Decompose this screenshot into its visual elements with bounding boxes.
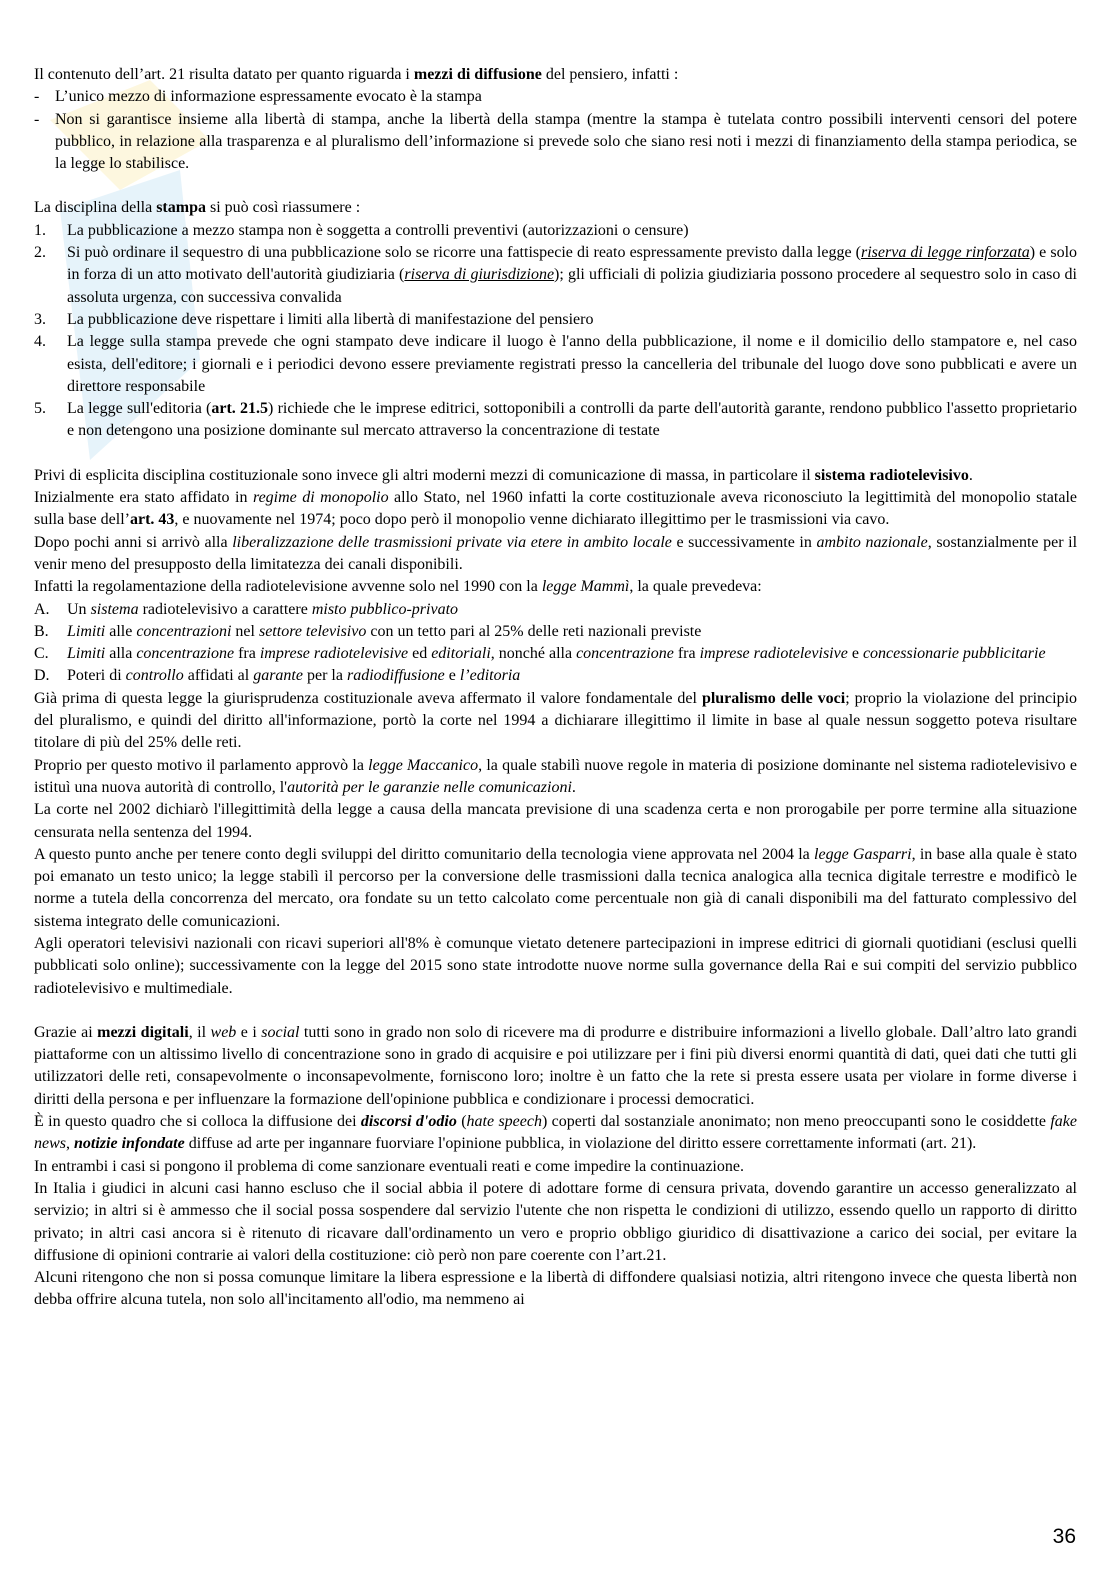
text-run: In Italia i giudici in alcuni casi hanno escluso che il social abbia il potere di adottare forme di censura privata, dovendo garantire un accesso generalizzato al servizio; in altri si è ammesso che il social possa sospendere dal servizio l'utente che non rispetta le condizioni di utilizzo, essendo quello un rapporto di diritto privato; in altri casi ancora si è ritenuto di ricavare dall'ordinamento un vero e proprio obbligo giuridico di disattivazione a carico dei social, per evitare la diffusione di opinioni contrarie ai valori della costituzione: ciò però non pare coerente con l’art.21. (34, 1179, 1077, 1264)
text-run: Non si garantisce insieme alla libertà di stampa, anche la libertà della stampa (mentre la stampa è tutelata contro possibili interventi censori del potere pubblico, in relazione alla trasparenza e al pluralismo dell’informazione si prevede solo che siano resi noti i mezzi di finanziamento della stampa periodica, se la legge lo stabilisce. (55, 110, 1077, 173)
text-run: nel (231, 622, 259, 640)
text-run: Si può ordinare il sequestro di una pubblicazione solo se ricorre una fattispecie di reato espressamente previsto dalla legge ( (67, 244, 861, 262)
text-run: Già prima di questa legge la giurisprudenza costituzionale aveva affermato il valore fondamentale del (34, 689, 702, 707)
text-run: A questo punto anche per tenere conto degli sviluppi del diritto comunitario della tecnologia viene approvata nel 2004 la (34, 845, 815, 863)
italic-term: concentrazione (136, 645, 235, 663)
text-run: ) coperti dal sostanziale anonimato; non meno preoccupanti sono le cosiddette (541, 1113, 1051, 1131)
bold-term: mezzi di diffusione (413, 66, 542, 83)
list-item (34, 331, 1077, 398)
list-marker: 3. (34, 310, 46, 328)
text-run: , la quale prevedeva: (629, 578, 762, 596)
text-run: ); gli ufficiali di polizia giudiziaria possono procedere al sequestro solo in caso di assoluta urgenza, con successiva convalida (67, 266, 1078, 306)
text-run: ) e solo in forza di un atto motivato dell'autorità giudiziaria ( (67, 244, 1078, 284)
text-run: La legge sull'editoria ( (67, 400, 212, 418)
text-run: Privi di esplicita disciplina costituzionale sono invece gli altri moderni mezzi di comunicazione di massa, in particolare il (34, 466, 815, 484)
bold-term: sistema radiotelevisivo (814, 466, 969, 484)
text-run: , nonché alla (490, 645, 577, 663)
list-item-text (67, 665, 1077, 687)
italic-term: garante (253, 667, 303, 685)
text-run: Dopo pochi anni si arrivò alla (34, 533, 233, 551)
list-item (34, 309, 1077, 331)
paragraph (34, 688, 1077, 755)
text-run: Inizialmente era stato affidato in (34, 489, 253, 507)
italic-term: liberalizzazione delle trasmissioni private via etere in ambito locale (232, 533, 672, 551)
italic-term: fake news (34, 1113, 1078, 1153)
list-marker: 1. (34, 221, 46, 239)
paragraph-group (34, 688, 1077, 1000)
italic-term: riserva di giurisdizione (404, 266, 555, 284)
text-run: alla (105, 645, 137, 663)
italic-term: legge Maccanico (368, 756, 479, 774)
text-run: , in base alla quale è stato poi emanato un testo unico; la legge stabilì il percorso per la conversione delle trasmissioni dalla tecnica analogica alla tecnica digitale terrestre e modificò le norme a tutela della concorrenza del mercato, ora fondate su un tetto calcolato come percentuale non già di canali disponibili ma del fatturato complessivo del sistema integrato delle comunicazioni. (34, 845, 1078, 930)
paragraph (34, 532, 1077, 577)
text-run: tutti sono in grado non solo di ricevere ma di produrre e distribuire informazioni a livello globale. Dall’altro lato grandi piattaforme con un altissimo livello di concentrazione sono in grado di acquisire e poi utilizzare per i fini più diversi enormi quantità di dati, quei dati che tutti gli utilizzatori delle reti, consapevolmente o inconsapevolmente, forniscono loro; inoltre è un fatto che la rete si presta essere usata per violare in forme diverse i diritti della persona e per influenzare la formazione dell'opinione pubblica e condizionare i processi democratici. (34, 1023, 1078, 1108)
text-run: Un (67, 600, 91, 618)
text-run: per la (302, 667, 347, 685)
list-marker: 5. (34, 400, 46, 418)
list-marker: C. (34, 645, 49, 663)
paragraph (34, 1022, 1077, 1111)
list-item (34, 665, 1077, 687)
text-run: . (571, 778, 576, 796)
text-run: diffuse ad arte per ingannare fuorviare l'opinione pubblica, in violazione del diritto essere correttamente informati (art. 21). (184, 1135, 977, 1153)
bullet-list (34, 86, 1077, 175)
list-item (34, 220, 1077, 242)
paragraph (34, 1156, 1077, 1178)
paragraph (34, 933, 1077, 1000)
italic-term: web (210, 1023, 237, 1041)
text-run: La disciplina della (34, 199, 157, 217)
bold-term: mezzi digitali (97, 1023, 189, 1041)
italic-term: controllo (125, 667, 184, 685)
bold-term: pluralismo delle voci (701, 689, 846, 707)
italic-term: sistema (90, 600, 139, 618)
text-run: del pensiero, infatti : (541, 66, 679, 83)
text-run: ; proprio la violazione del principio del pluralismo, e quindi del diritto all'informazione, portò la corte nel 1994 a dichiarare illegittimo il limite in base al quale nessun soggetto poteva risultare titolare di più del 25% delle reti. (34, 689, 1078, 752)
italic-term: ambito nazionale (816, 533, 928, 551)
list-item-text (67, 220, 1077, 242)
text-run: Poteri di (67, 667, 126, 685)
paragraph-group (34, 465, 1077, 599)
italic-term: concessionarie pubblicitarie (862, 645, 1046, 663)
italic-term: legge Mammì (541, 578, 630, 596)
text-run: ( (456, 1113, 467, 1131)
text-run: , la quale stabilì nuove regole in materia di posizione dominante nel sistema radiotelevisivo e istituì una nuova autorità di controllo, l' (34, 756, 1078, 796)
text-run: ed (408, 645, 432, 663)
text-run: La corte nel 2002 dichiarò l'illegittimità della legge a causa della mancata previsione di una scadenza certa e non prorogabile per porre termine alla situazione censurata nella sentenza del 1994. (34, 801, 1077, 841)
italic-term: social (261, 1023, 300, 1041)
bold-term: art. 43 (129, 511, 175, 529)
text-run: Alcuni ritengono che non si possa comunque limitare la libera espressione e la libertà di diffondere qualsiasi notizia, altri ritengono invece che questa libertà non debba offrire alcuna tutela, non solo all'incitamento all'odio, ma nemmeno ai (34, 1269, 1077, 1309)
italic-term: concentrazione (576, 645, 674, 663)
list-item (34, 621, 1077, 643)
text-run: L’unico mezzo di informazione espressamente evocato è la stampa (55, 88, 482, 106)
paragraph (34, 64, 1077, 86)
paragraph (34, 487, 1077, 532)
bold-term: stampa (156, 199, 206, 217)
text-run: e (444, 667, 460, 685)
paragraph (34, 197, 1077, 219)
paragraph (34, 576, 1077, 598)
text-run: Grazie ai (34, 1023, 98, 1041)
paragraph-group (34, 1022, 1077, 1312)
list-item (34, 643, 1077, 665)
italic-term: riserva di legge rinforzata (860, 244, 1030, 262)
italic-term: legge Gasparri (814, 845, 912, 863)
italic-term: regime di monopolio (252, 489, 389, 507)
italic-term: imprese radiotelevisive (259, 645, 409, 663)
list-item-text (55, 86, 1077, 108)
list-marker: A. (34, 600, 50, 618)
list-marker: D. (34, 667, 50, 685)
section-mezzi-diffusione (34, 64, 1077, 175)
text-run: È in questo quadro che si colloca la diffusione dei (34, 1113, 361, 1131)
text-run: . (968, 466, 973, 484)
italic-term: radiodiffusione (346, 667, 445, 685)
list-item (34, 398, 1077, 443)
italic-term: autorità per le garanzie nelle comunicazioni (287, 778, 572, 796)
list-marker: B. (34, 622, 49, 640)
section-mezzi-digitali (34, 1022, 1077, 1312)
list-item (34, 86, 1077, 108)
text-run: con un tetto pari al 25% delle reti nazionali previste (366, 622, 702, 640)
paragraph (34, 1267, 1077, 1312)
bullet-marker: - (34, 110, 40, 128)
text-run: La pubblicazione deve rispettare i limiti alla libertà di manifestazione del pensiero (67, 310, 594, 328)
text-run: Agli operatori televisivi nazionali con ricavi superiori all'8% è comunque vietato detenere partecipazioni in imprese editrici di giornali quotidiani (esclusi quelli pubblicati solo online); successivamente con la legge del 2015 sono state introdotte nuove norme sulla governance della Rai e sui compiti del servizio pubblico radiotelevisivo e multimediale. (34, 934, 1077, 997)
list-marker: 2. (34, 244, 46, 262)
italic-term: Limiti (67, 622, 106, 640)
text-run: , (66, 1135, 74, 1153)
list-item (34, 599, 1077, 621)
page-number: 36 (1052, 1525, 1076, 1548)
paragraph (34, 465, 1077, 487)
italic-term: editoriali (431, 645, 491, 663)
list-item-text (67, 331, 1077, 398)
bold-term: discorsi d'odio (360, 1113, 457, 1131)
text-run: In entrambi i casi si pongono il problema di come sanzionare eventuali reati e come impedire la continuazione. (34, 1157, 744, 1175)
text-run: , sostanzialmente per il venir meno del presupposto della limitatezza dei canali disponibili. (34, 533, 1078, 573)
list-item-text (67, 643, 1077, 665)
list-item-text (55, 109, 1077, 176)
bold-term: notizie infondate (74, 1135, 185, 1153)
text-run: Proprio per questo motivo il parlamento approvò la (34, 756, 369, 774)
text-run: , e nuovamente nel 1974; poco dopo però il monopolio venne dichiarato illegittimo per le trasmissioni via cavo. (174, 511, 890, 529)
text-run: fra (234, 645, 260, 663)
text-run: allo Stato, nel 1960 infatti la corte costituzionale aveva riconosciuto la legittimità del monopolio statale sulla base dell’ (34, 489, 1078, 529)
bold-term: art. 21.5 (211, 400, 269, 418)
document-body (34, 64, 1077, 1312)
text-run: alle (105, 622, 137, 640)
paragraph (34, 755, 1077, 800)
text-run: Infatti la regolamentazione della radiotelevisione avvenne solo nel 1990 con la (34, 578, 542, 596)
italic-term: concentrazioni (136, 622, 232, 640)
text-run: e i (236, 1023, 262, 1041)
paragraph (34, 1178, 1077, 1267)
list-item-text (67, 621, 1077, 643)
list-item-text (67, 599, 1077, 621)
italic-term: l’editoria (459, 667, 521, 685)
text-run: , il (188, 1023, 211, 1041)
italic-term: Limiti (67, 645, 106, 663)
text-run: radiotelevisivo a carattere (138, 600, 312, 618)
list-item (34, 242, 1077, 309)
italic-term: misto pubblico-privato (311, 600, 459, 618)
text-run: si può così riassumere : (205, 199, 361, 217)
section-stampa (34, 197, 1077, 442)
text-run: fra (673, 645, 700, 663)
list-marker: 4. (34, 333, 46, 351)
paragraph (34, 844, 1077, 933)
italic-term: hate speech (466, 1113, 542, 1131)
paragraph (34, 799, 1077, 844)
list-item-text (67, 309, 1077, 331)
text-run: La pubblicazione a mezzo stampa non è soggetta a controlli preventivi (autorizzazioni o censure) (67, 221, 689, 239)
list-item-text (67, 242, 1077, 309)
section-radiotelevisivo (34, 465, 1077, 1000)
text-run: e successivamente in (671, 533, 817, 551)
text-run: affidati al (183, 667, 254, 685)
italic-term: imprese radiotelevisive (699, 645, 848, 663)
italic-term: settore televisivo (258, 622, 367, 640)
bullet-marker: - (34, 88, 40, 106)
paragraph (34, 1111, 1077, 1156)
text-run: La legge sulla stampa prevede che ogni stampato deve indicare il luogo è l'anno della pubblicazione, il nome e il domicilio dello stampatore e, nel caso esista, dell'editore; i giornali e i periodici devono essere previamente registrati presso la cancelleria del tribunale del luogo dove sono pubblicati e avere un direttore responsabile (67, 333, 1077, 395)
text-run: Il contenuto dell’art. 21 risulta datato per quanto riguarda i (34, 66, 414, 83)
list-item-text (67, 398, 1077, 443)
text-run: e (847, 645, 863, 663)
numbered-list (34, 220, 1077, 443)
text-run: ) richiede che le imprese editrici, sottoponibili a controlli da parte dell'autorità garante, rendono pubblico l'assetto proprietario e non detengono una posizione dominante sul mercato attraverso la concentrazione di testate (67, 400, 1077, 440)
lettered-list (34, 599, 1077, 688)
list-item (34, 109, 1077, 176)
